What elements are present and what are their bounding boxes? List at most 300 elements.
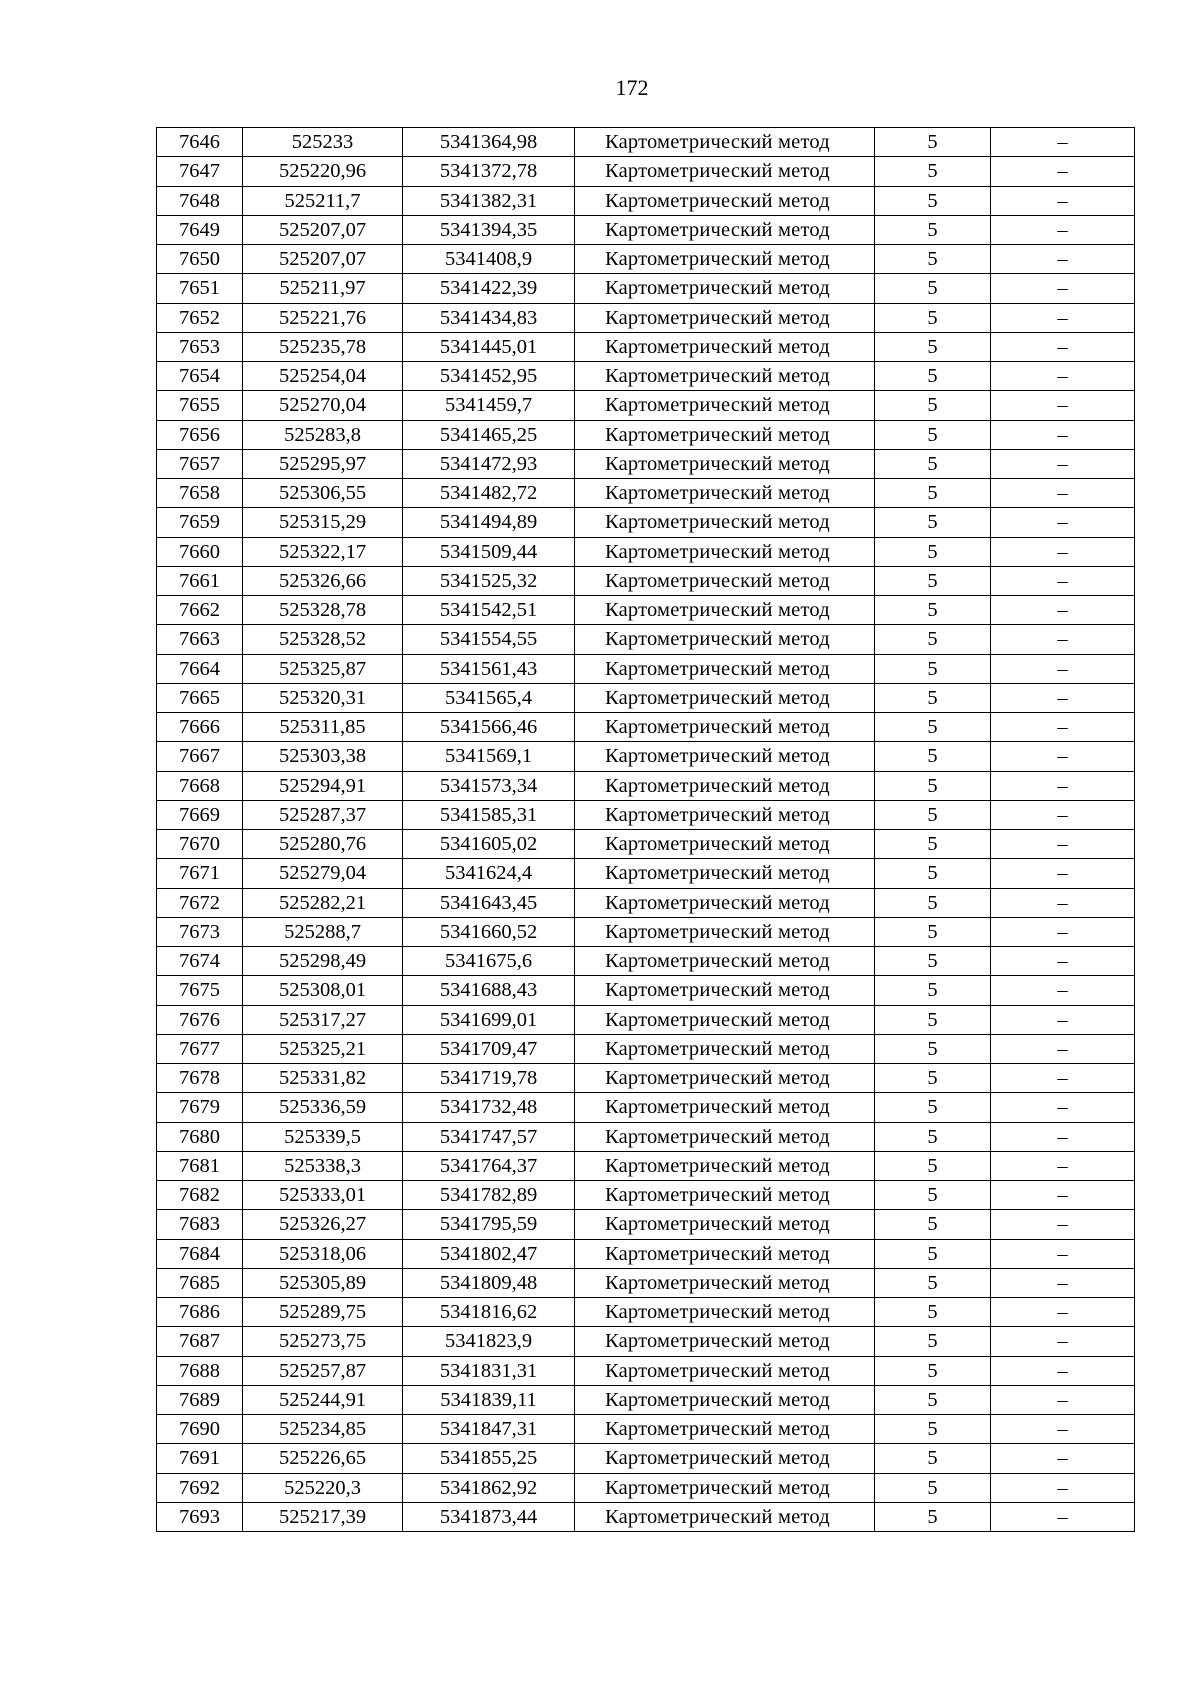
x-coordinate-cell: 525234,85 (243, 1415, 403, 1444)
point-number-cell: 7648 (157, 186, 243, 215)
point-number-cell: 7654 (157, 362, 243, 391)
table-row (157, 830, 1135, 859)
method-cell: Картометрический метод (575, 771, 875, 800)
y-coordinate-cell: 5341643,45 (403, 888, 575, 917)
note-cell: – (991, 362, 1135, 391)
method-cell: Картометрический метод (575, 332, 875, 361)
note-cell: – (991, 508, 1135, 537)
x-coordinate-cell: 525270,04 (243, 391, 403, 420)
y-coordinate-cell: 5341434,83 (403, 303, 575, 332)
point-number-cell: 7647 (157, 157, 243, 186)
table-row (157, 654, 1135, 683)
y-coordinate-cell: 5341719,78 (403, 1064, 575, 1093)
table-row (157, 332, 1135, 361)
method-cell: Картометрический метод (575, 1298, 875, 1327)
accuracy-cell: 5 (875, 157, 991, 186)
point-number-cell: 7686 (157, 1298, 243, 1327)
accuracy-cell: 5 (875, 1327, 991, 1356)
point-number-cell: 7677 (157, 1034, 243, 1063)
point-number-cell: 7683 (157, 1210, 243, 1239)
note-cell: – (991, 332, 1135, 361)
table-row (157, 420, 1135, 449)
note-cell: – (991, 449, 1135, 478)
table-row (157, 1151, 1135, 1180)
y-coordinate-cell: 5341862,92 (403, 1473, 575, 1502)
point-number-cell: 7657 (157, 449, 243, 478)
x-coordinate-cell: 525311,85 (243, 713, 403, 742)
accuracy-cell: 5 (875, 362, 991, 391)
y-coordinate-cell: 5341764,37 (403, 1151, 575, 1180)
x-coordinate-cell: 525320,31 (243, 683, 403, 712)
x-coordinate-cell: 525317,27 (243, 1005, 403, 1034)
y-coordinate-cell: 5341394,35 (403, 215, 575, 244)
table-row (157, 566, 1135, 595)
point-number-cell: 7691 (157, 1444, 243, 1473)
x-coordinate-cell: 525338,3 (243, 1151, 403, 1180)
accuracy-cell: 5 (875, 245, 991, 274)
table-row (157, 1473, 1135, 1502)
method-cell: Картометрический метод (575, 654, 875, 683)
point-number-cell: 7688 (157, 1356, 243, 1385)
method-cell: Картометрический метод (575, 1034, 875, 1063)
y-coordinate-cell: 5341873,44 (403, 1502, 575, 1531)
x-coordinate-cell: 525283,8 (243, 420, 403, 449)
table-row (157, 479, 1135, 508)
y-coordinate-cell: 5341782,89 (403, 1181, 575, 1210)
method-cell: Картометрический метод (575, 157, 875, 186)
accuracy-cell: 5 (875, 303, 991, 332)
y-coordinate-cell: 5341816,62 (403, 1298, 575, 1327)
table-row (157, 917, 1135, 946)
y-coordinate-cell: 5341561,43 (403, 654, 575, 683)
note-cell: – (991, 800, 1135, 829)
accuracy-cell: 5 (875, 1415, 991, 1444)
x-coordinate-cell: 525257,87 (243, 1356, 403, 1385)
note-cell: – (991, 245, 1135, 274)
point-number-cell: 7678 (157, 1064, 243, 1093)
method-cell: Картометрический метод (575, 508, 875, 537)
note-cell: – (991, 274, 1135, 303)
note-cell: – (991, 1415, 1135, 1444)
accuracy-cell: 5 (875, 1356, 991, 1385)
point-number-cell: 7675 (157, 976, 243, 1005)
accuracy-cell: 5 (875, 537, 991, 566)
accuracy-cell: 5 (875, 1239, 991, 1268)
point-number-cell: 7692 (157, 1473, 243, 1502)
x-coordinate-cell: 525273,75 (243, 1327, 403, 1356)
x-coordinate-cell: 525328,52 (243, 625, 403, 654)
y-coordinate-cell: 5341809,48 (403, 1268, 575, 1297)
table-row (157, 1239, 1135, 1268)
table-row (157, 303, 1135, 332)
accuracy-cell: 5 (875, 625, 991, 654)
x-coordinate-cell: 525315,29 (243, 508, 403, 537)
x-coordinate-cell: 525328,78 (243, 596, 403, 625)
method-cell: Картометрический метод (575, 859, 875, 888)
note-cell: – (991, 1239, 1135, 1268)
y-coordinate-cell: 5341585,31 (403, 800, 575, 829)
note-cell: – (991, 888, 1135, 917)
note-cell: – (991, 830, 1135, 859)
y-coordinate-cell: 5341372,78 (403, 157, 575, 186)
method-cell: Картометрический метод (575, 449, 875, 478)
accuracy-cell: 5 (875, 596, 991, 625)
x-coordinate-cell: 525233 (243, 128, 403, 157)
point-number-cell: 7659 (157, 508, 243, 537)
method-cell: Картометрический метод (575, 888, 875, 917)
y-coordinate-cell: 5341605,02 (403, 830, 575, 859)
y-coordinate-cell: 5341569,1 (403, 742, 575, 771)
note-cell: – (991, 1181, 1135, 1210)
note-cell: – (991, 1064, 1135, 1093)
table-row (157, 186, 1135, 215)
x-coordinate-cell: 525217,39 (243, 1502, 403, 1531)
y-coordinate-cell: 5341565,4 (403, 683, 575, 712)
point-number-cell: 7676 (157, 1005, 243, 1034)
table-row (157, 449, 1135, 478)
x-coordinate-cell: 525318,06 (243, 1239, 403, 1268)
table-row (157, 1122, 1135, 1151)
point-number-cell: 7656 (157, 420, 243, 449)
point-number-cell: 7658 (157, 479, 243, 508)
page-number: 172 (615, 75, 649, 100)
x-coordinate-cell: 525279,04 (243, 859, 403, 888)
y-coordinate-cell: 5341624,4 (403, 859, 575, 888)
y-coordinate-cell: 5341364,98 (403, 128, 575, 157)
note-cell: – (991, 1502, 1135, 1531)
method-cell: Картометрический метод (575, 1005, 875, 1034)
accuracy-cell: 5 (875, 479, 991, 508)
accuracy-cell: 5 (875, 215, 991, 244)
note-cell: – (991, 1356, 1135, 1385)
note-cell: – (991, 1327, 1135, 1356)
method-cell: Картометрический метод (575, 420, 875, 449)
note-cell: – (991, 947, 1135, 976)
point-number-cell: 7690 (157, 1415, 243, 1444)
note-cell: – (991, 976, 1135, 1005)
table-row (157, 128, 1135, 157)
table-row (157, 1298, 1135, 1327)
y-coordinate-cell: 5341452,95 (403, 362, 575, 391)
table-row (157, 947, 1135, 976)
method-cell: Картометрический метод (575, 1356, 875, 1385)
method-cell: Картометрический метод (575, 947, 875, 976)
method-cell: Картометрический метод (575, 215, 875, 244)
accuracy-cell: 5 (875, 186, 991, 215)
method-cell: Картометрический метод (575, 1210, 875, 1239)
y-coordinate-cell: 5341573,34 (403, 771, 575, 800)
accuracy-cell: 5 (875, 1298, 991, 1327)
accuracy-cell: 5 (875, 449, 991, 478)
note-cell: – (991, 479, 1135, 508)
table-row (157, 1327, 1135, 1356)
x-coordinate-cell: 525331,82 (243, 1064, 403, 1093)
x-coordinate-cell: 525211,97 (243, 274, 403, 303)
note-cell: – (991, 215, 1135, 244)
table-row (157, 1181, 1135, 1210)
accuracy-cell: 5 (875, 1093, 991, 1122)
table-row (157, 1356, 1135, 1385)
y-coordinate-cell: 5341482,72 (403, 479, 575, 508)
accuracy-cell: 5 (875, 1122, 991, 1151)
accuracy-cell: 5 (875, 830, 991, 859)
y-coordinate-cell: 5341823,9 (403, 1327, 575, 1356)
note-cell: – (991, 420, 1135, 449)
table-row (157, 274, 1135, 303)
y-coordinate-cell: 5341408,9 (403, 245, 575, 274)
y-coordinate-cell: 5341422,39 (403, 274, 575, 303)
method-cell: Картометрический метод (575, 391, 875, 420)
point-number-cell: 7667 (157, 742, 243, 771)
point-number-cell: 7685 (157, 1268, 243, 1297)
table-row (157, 1444, 1135, 1473)
note-cell: – (991, 917, 1135, 946)
accuracy-cell: 5 (875, 683, 991, 712)
accuracy-cell: 5 (875, 128, 991, 157)
x-coordinate-cell: 525294,91 (243, 771, 403, 800)
table-row (157, 1268, 1135, 1297)
method-cell: Картометрический метод (575, 303, 875, 332)
x-coordinate-cell: 525287,37 (243, 800, 403, 829)
accuracy-cell: 5 (875, 508, 991, 537)
accuracy-cell: 5 (875, 566, 991, 595)
accuracy-cell: 5 (875, 1210, 991, 1239)
table-row (157, 362, 1135, 391)
y-coordinate-cell: 5341675,6 (403, 947, 575, 976)
coordinates-table-body (157, 128, 1135, 1532)
method-cell: Картометрический метод (575, 596, 875, 625)
y-coordinate-cell: 5341494,89 (403, 508, 575, 537)
table-row (157, 771, 1135, 800)
note-cell: – (991, 625, 1135, 654)
table-row (157, 742, 1135, 771)
accuracy-cell: 5 (875, 1181, 991, 1210)
x-coordinate-cell: 525325,21 (243, 1034, 403, 1063)
note-cell: – (991, 1444, 1135, 1473)
accuracy-cell: 5 (875, 1473, 991, 1502)
point-number-cell: 7689 (157, 1385, 243, 1414)
table-row (157, 888, 1135, 917)
note-cell: – (991, 1005, 1135, 1034)
y-coordinate-cell: 5341847,31 (403, 1415, 575, 1444)
x-coordinate-cell: 525339,5 (243, 1122, 403, 1151)
method-cell: Картометрический метод (575, 1502, 875, 1531)
method-cell: Картометрический метод (575, 1415, 875, 1444)
x-coordinate-cell: 525305,89 (243, 1268, 403, 1297)
point-number-cell: 7664 (157, 654, 243, 683)
note-cell: – (991, 1122, 1135, 1151)
accuracy-cell: 5 (875, 1064, 991, 1093)
table-row (157, 683, 1135, 712)
method-cell: Картометрический метод (575, 245, 875, 274)
y-coordinate-cell: 5341699,01 (403, 1005, 575, 1034)
x-coordinate-cell: 525280,76 (243, 830, 403, 859)
y-coordinate-cell: 5341554,55 (403, 625, 575, 654)
method-cell: Картометрический метод (575, 186, 875, 215)
x-coordinate-cell: 525244,91 (243, 1385, 403, 1414)
y-coordinate-cell: 5341382,31 (403, 186, 575, 215)
y-coordinate-cell: 5341802,47 (403, 1239, 575, 1268)
x-coordinate-cell: 525282,21 (243, 888, 403, 917)
table-row (157, 1093, 1135, 1122)
x-coordinate-cell: 525306,55 (243, 479, 403, 508)
y-coordinate-cell: 5341855,25 (403, 1444, 575, 1473)
y-coordinate-cell: 5341747,57 (403, 1122, 575, 1151)
x-coordinate-cell: 525298,49 (243, 947, 403, 976)
note-cell: – (991, 128, 1135, 157)
method-cell: Картометрический метод (575, 1151, 875, 1180)
accuracy-cell: 5 (875, 1385, 991, 1414)
accuracy-cell: 5 (875, 1268, 991, 1297)
point-number-cell: 7681 (157, 1151, 243, 1180)
y-coordinate-cell: 5341660,52 (403, 917, 575, 946)
table-row (157, 391, 1135, 420)
method-cell: Картометрический метод (575, 1064, 875, 1093)
note-cell: – (991, 1034, 1135, 1063)
x-coordinate-cell: 525254,04 (243, 362, 403, 391)
method-cell: Картометрический метод (575, 917, 875, 946)
table-row (157, 1385, 1135, 1414)
note-cell: – (991, 683, 1135, 712)
point-number-cell: 7652 (157, 303, 243, 332)
table-row (157, 1210, 1135, 1239)
accuracy-cell: 5 (875, 1502, 991, 1531)
method-cell: Картометрический метод (575, 1473, 875, 1502)
note-cell: – (991, 742, 1135, 771)
point-number-cell: 7662 (157, 596, 243, 625)
note-cell: – (991, 654, 1135, 683)
point-number-cell: 7680 (157, 1122, 243, 1151)
point-number-cell: 7649 (157, 215, 243, 244)
method-cell: Картометрический метод (575, 1239, 875, 1268)
note-cell: – (991, 596, 1135, 625)
method-cell: Картометрический метод (575, 362, 875, 391)
x-coordinate-cell: 525288,7 (243, 917, 403, 946)
point-number-cell: 7651 (157, 274, 243, 303)
point-number-cell: 7669 (157, 800, 243, 829)
note-cell: – (991, 1210, 1135, 1239)
point-number-cell: 7693 (157, 1502, 243, 1531)
note-cell: – (991, 566, 1135, 595)
x-coordinate-cell: 525295,97 (243, 449, 403, 478)
note-cell: – (991, 1473, 1135, 1502)
method-cell: Картометрический метод (575, 537, 875, 566)
table-row (157, 1034, 1135, 1063)
point-number-cell: 7650 (157, 245, 243, 274)
accuracy-cell: 5 (875, 654, 991, 683)
x-coordinate-cell: 525336,59 (243, 1093, 403, 1122)
note-cell: – (991, 713, 1135, 742)
y-coordinate-cell: 5341459,7 (403, 391, 575, 420)
method-cell: Картометрический метод (575, 1385, 875, 1414)
method-cell: Картометрический метод (575, 566, 875, 595)
y-coordinate-cell: 5341472,93 (403, 449, 575, 478)
x-coordinate-cell: 525333,01 (243, 1181, 403, 1210)
method-cell: Картометрический метод (575, 1122, 875, 1151)
method-cell: Картометрический метод (575, 1444, 875, 1473)
point-number-cell: 7679 (157, 1093, 243, 1122)
method-cell: Картометрический метод (575, 1093, 875, 1122)
point-number-cell: 7674 (157, 947, 243, 976)
point-number-cell: 7673 (157, 917, 243, 946)
note-cell: – (991, 186, 1135, 215)
accuracy-cell: 5 (875, 1034, 991, 1063)
y-coordinate-cell: 5341566,46 (403, 713, 575, 742)
point-number-cell: 7672 (157, 888, 243, 917)
table-row (157, 215, 1135, 244)
accuracy-cell: 5 (875, 332, 991, 361)
coordinates-table (156, 127, 1135, 1532)
x-coordinate-cell: 525211,7 (243, 186, 403, 215)
point-number-cell: 7646 (157, 128, 243, 157)
y-coordinate-cell: 5341688,43 (403, 976, 575, 1005)
y-coordinate-cell: 5341831,31 (403, 1356, 575, 1385)
note-cell: – (991, 1151, 1135, 1180)
accuracy-cell: 5 (875, 1005, 991, 1034)
table-row (157, 537, 1135, 566)
note-cell: – (991, 1385, 1135, 1414)
x-coordinate-cell: 525289,75 (243, 1298, 403, 1327)
x-coordinate-cell: 525326,27 (243, 1210, 403, 1239)
x-coordinate-cell: 525325,87 (243, 654, 403, 683)
point-number-cell: 7660 (157, 537, 243, 566)
note-cell: – (991, 391, 1135, 420)
point-number-cell: 7687 (157, 1327, 243, 1356)
method-cell: Картометрический метод (575, 128, 875, 157)
table-row (157, 1415, 1135, 1444)
table-row (157, 508, 1135, 537)
accuracy-cell: 5 (875, 713, 991, 742)
point-number-cell: 7663 (157, 625, 243, 654)
table-row (157, 1064, 1135, 1093)
y-coordinate-cell: 5341525,32 (403, 566, 575, 595)
table-row (157, 157, 1135, 186)
table-row (157, 1502, 1135, 1531)
method-cell: Картометрический метод (575, 274, 875, 303)
note-cell: – (991, 1298, 1135, 1327)
note-cell: – (991, 303, 1135, 332)
x-coordinate-cell: 525303,38 (243, 742, 403, 771)
accuracy-cell: 5 (875, 917, 991, 946)
x-coordinate-cell: 525220,96 (243, 157, 403, 186)
note-cell: – (991, 771, 1135, 800)
note-cell: – (991, 1093, 1135, 1122)
accuracy-cell: 5 (875, 742, 991, 771)
point-number-cell: 7671 (157, 859, 243, 888)
method-cell: Картометрический метод (575, 713, 875, 742)
note-cell: – (991, 537, 1135, 566)
y-coordinate-cell: 5341839,11 (403, 1385, 575, 1414)
point-number-cell: 7661 (157, 566, 243, 595)
x-coordinate-cell: 525235,78 (243, 332, 403, 361)
accuracy-cell: 5 (875, 391, 991, 420)
accuracy-cell: 5 (875, 859, 991, 888)
table-row (157, 800, 1135, 829)
x-coordinate-cell: 525322,17 (243, 537, 403, 566)
point-number-cell: 7665 (157, 683, 243, 712)
table-row (157, 713, 1135, 742)
y-coordinate-cell: 5341445,01 (403, 332, 575, 361)
method-cell: Картометрический метод (575, 830, 875, 859)
method-cell: Картометрический метод (575, 1327, 875, 1356)
accuracy-cell: 5 (875, 771, 991, 800)
accuracy-cell: 5 (875, 888, 991, 917)
point-number-cell: 7655 (157, 391, 243, 420)
table-row (157, 976, 1135, 1005)
point-number-cell: 7684 (157, 1239, 243, 1268)
x-coordinate-cell: 525220,3 (243, 1473, 403, 1502)
method-cell: Картометрический метод (575, 800, 875, 829)
